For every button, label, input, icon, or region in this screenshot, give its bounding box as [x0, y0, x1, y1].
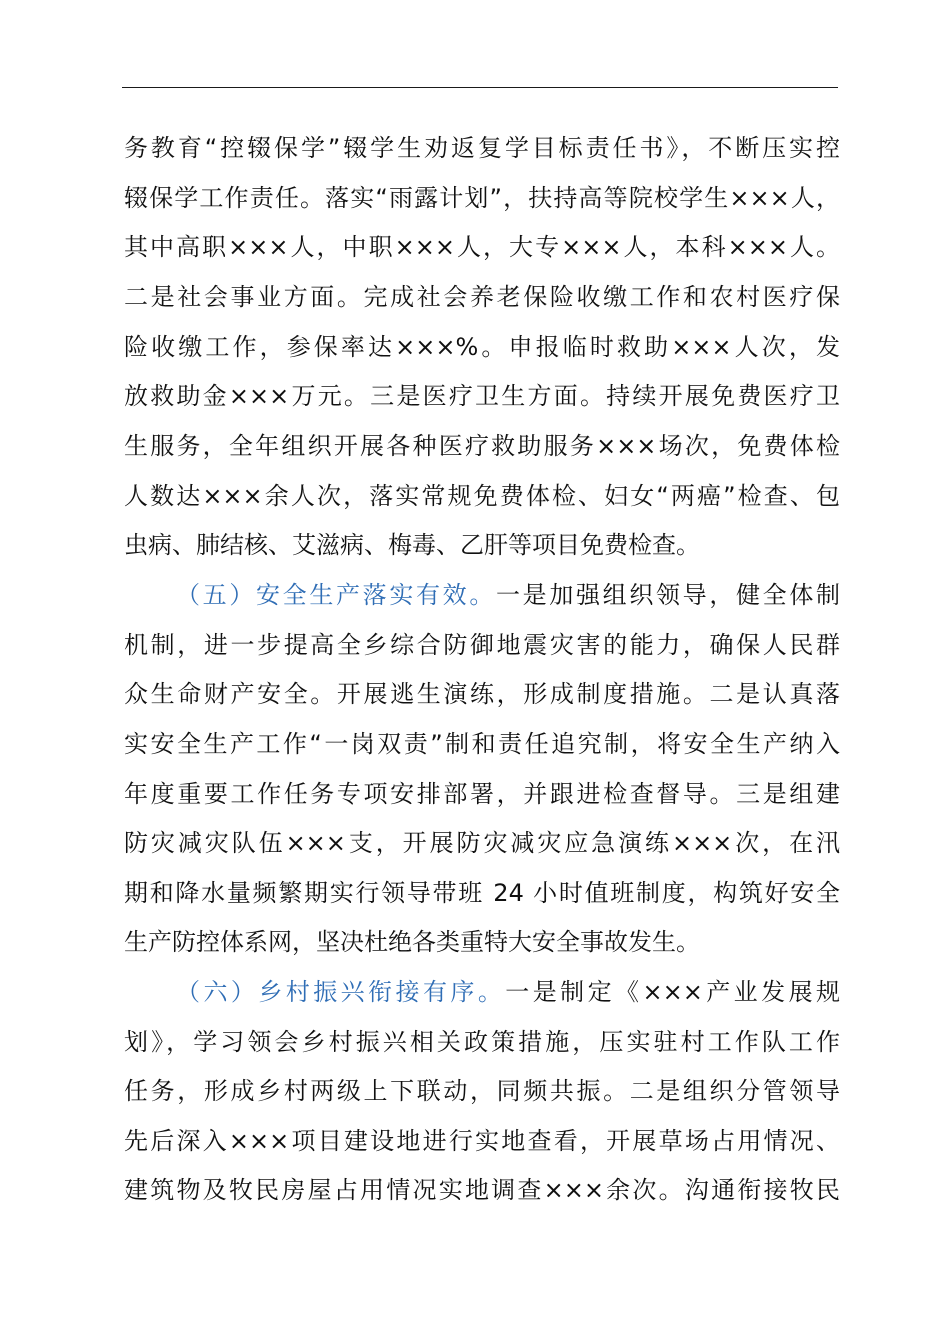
section-5-first-text: 一是加强组织领导，健全体制: [496, 581, 840, 609]
text-line: 辍保学工作责任。落实“雨露计划”，扶持高等院校学生×××人，: [124, 184, 840, 212]
section-6-first-text: 一是制定《×××产业发展规: [505, 978, 841, 1006]
section-5-heading: （五）安全生产落实有效。: [176, 581, 496, 609]
text-line: 生服务，全年组织开展各种医疗救助服务×××场次，免费体检: [124, 432, 840, 460]
text-line: 先后深入×××项目建设地进行实地查看，开展草场占用情况、: [124, 1127, 840, 1155]
text-line: 划》，学习领会乡村振兴相关政策措施，压实驻村工作队工作: [124, 1028, 840, 1056]
text-line: 二是社会事业方面。完成社会养老保险收缴工作和农村医疗保: [124, 283, 840, 311]
section-6-first-line: [176, 974, 840, 1010]
text-line: 务教育“控辍保学”辍学生劝返复学目标责任书》，不断压实控: [124, 134, 840, 162]
text-line: 人数达×××余人次，落实常规免费体检、妇女“两癌”检查、包: [124, 482, 840, 510]
text-line: 年度重要工作任务专项安排部署，并跟进检查督导。三是组建: [124, 780, 840, 808]
text-line: 防灾减灾队伍×××支，开展防灾减灾应急演练×××次，在汛: [124, 829, 840, 857]
section-6-heading: （六）乡村振兴衔接有序。: [176, 978, 506, 1006]
text-line: 实安全生产工作“一岗双责”制和责任追究制，将安全生产纳入: [124, 730, 840, 758]
text-line: 任务，形成乡村两级上下联动，同频共振。二是组织分管领导: [124, 1077, 840, 1105]
text-line: 其中高职×××人，中职×××人，大专×××人，本科×××人。: [124, 233, 840, 261]
text-line: 生产防控体系网，坚决杜绝各类重特大安全事故发生。: [124, 928, 700, 956]
text-line: 建筑物及牧民房屋占用情况实地调查×××余次。沟通衔接牧民: [124, 1176, 840, 1204]
text-line: 机制，进一步提高全乡综合防御地震灾害的能力，确保人民群: [124, 631, 840, 659]
text-line: 期和降水量频繁期实行领导带班 24 小时值班制度，构筑好安全: [124, 879, 840, 907]
text-line: 险收缴工作，参保率达×××%。申报临时救助×××人次，发: [124, 333, 840, 361]
text-line: 众生命财产安全。开展逃生演练，形成制度措施。二是认真落: [124, 680, 840, 708]
text-line: 虫病、肺结核、艾滋病、梅毒、乙肝等项目免费检查。: [124, 531, 700, 559]
text-line: 放救助金×××万元。三是医疗卫生方面。持续开展免费医疗卫: [124, 382, 840, 410]
section-5-first-line: [176, 577, 840, 613]
